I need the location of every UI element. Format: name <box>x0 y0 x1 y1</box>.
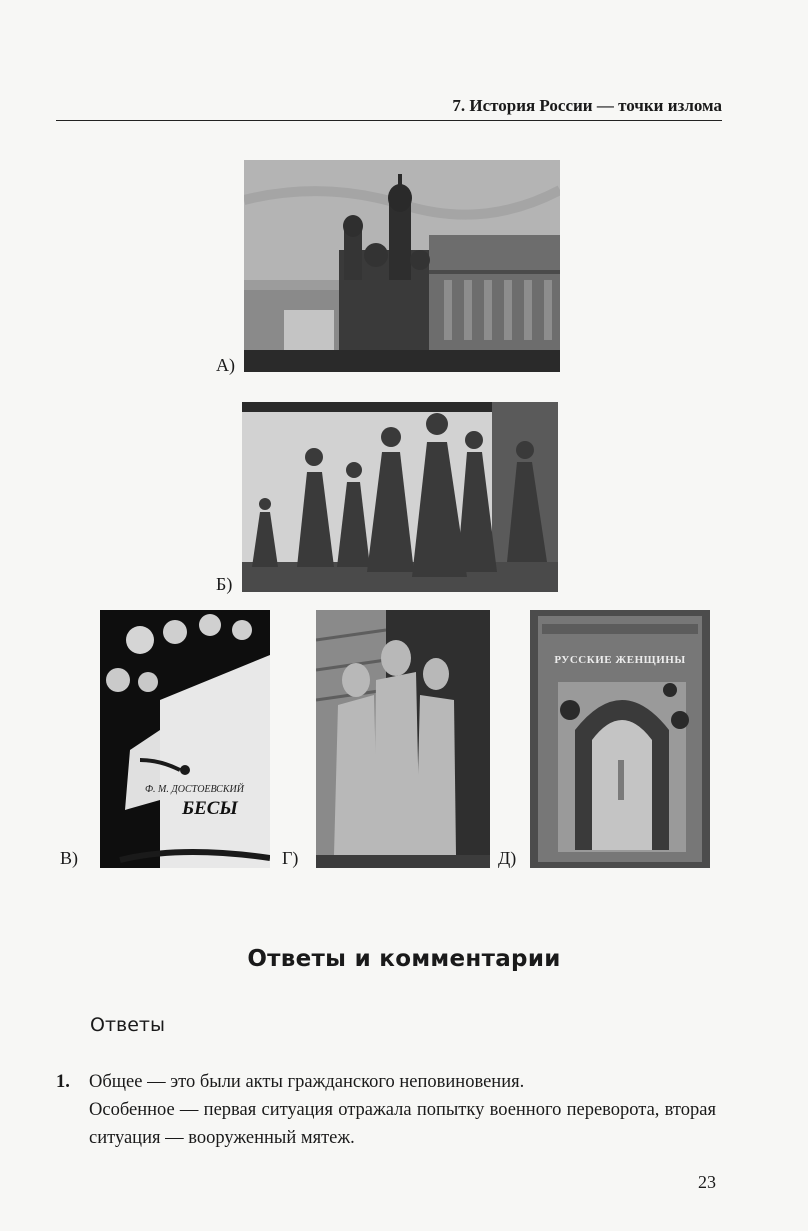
figure-v-label: В) <box>60 848 78 868</box>
section-title: Ответы и комментарии <box>247 946 561 972</box>
answer-line-common: Общее — это были акты гражданского неповиновения. <box>89 1072 525 1092</box>
subsection-title: Ответы <box>90 1014 165 1036</box>
besy-cover-title: БЕСЫ <box>182 798 238 819</box>
page-number: 23 <box>698 1172 716 1192</box>
figure-g-monument-photo <box>316 610 490 868</box>
figure-a-label: А) <box>216 355 235 375</box>
zhenshchiny-cover-title: РУССКИЕ ЖЕНЩИНЫ <box>554 654 686 666</box>
answer-item-1 <box>56 1068 716 1152</box>
figure-v-book-cover-besy <box>100 610 270 868</box>
figure-d-label: Д) <box>498 848 517 868</box>
figure-b-sculpture-group-photo <box>242 402 558 592</box>
besy-cover-author: Ф. М. ДОСТОЕВСКИЙ <box>145 784 244 795</box>
answer-number: 1. <box>56 1072 70 1092</box>
figure-a-cathedral-photo <box>244 160 560 372</box>
figure-b-label: Б) <box>216 574 233 594</box>
figure-d-book-cover-russkie-zhenshchiny <box>530 610 710 868</box>
answer-line-special: Особенное — первая ситуация отражала попытку военного переворота, вторая ситуация — вооруженный мятеж. <box>89 1100 716 1148</box>
running-head: 7. История России — точки излома <box>56 96 722 121</box>
figure-g-label: Г) <box>282 848 299 868</box>
